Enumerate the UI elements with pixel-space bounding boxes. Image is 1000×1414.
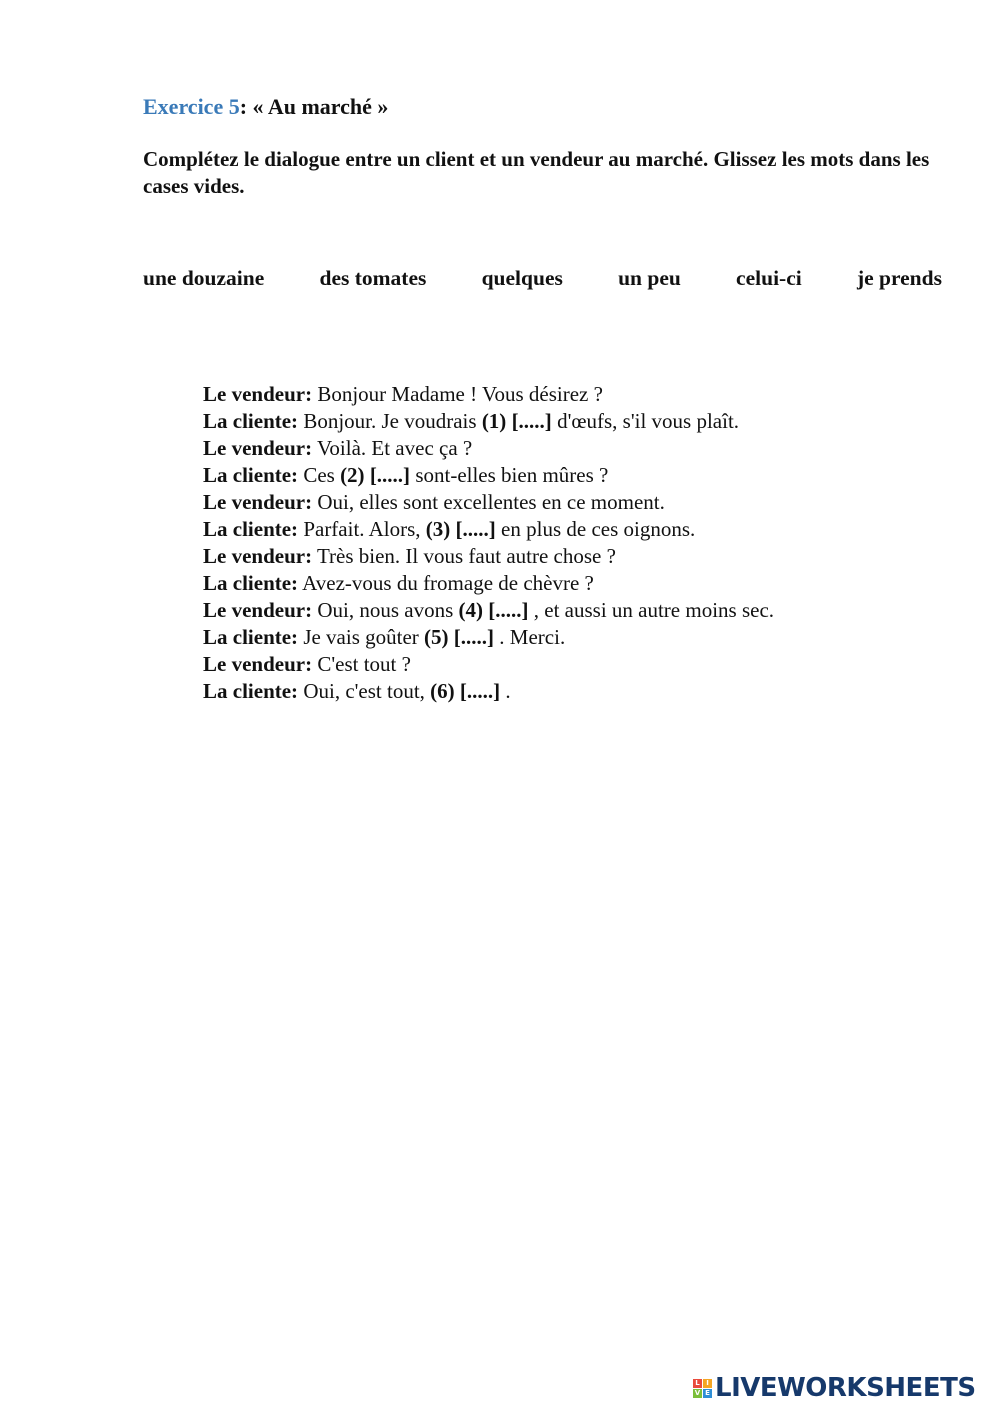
dialogue-line [203,462,774,489]
dialogue-text: Oui, c'est tout, [298,679,431,703]
speaker-label: Le vendeur: [203,382,313,406]
speaker-label: Le vendeur: [203,652,313,676]
dialogue-line [203,543,774,570]
dialogue-line [203,678,774,705]
dialogue-text: sont-elles bien mûres ? [410,463,609,487]
logo-grid-cell: V [694,1388,701,1397]
speaker-label: La cliente: [203,463,299,487]
blank-number: (3) [425,517,451,541]
drop-blank[interactable]: [.....] [369,463,411,487]
logo-grid-cell: L [693,1379,702,1388]
speaker-label: Le vendeur: [203,436,313,460]
word-bank-item[interactable]: des tomates [319,266,427,290]
dialogue-text: . Merci. [494,625,566,649]
dialogue-text: Parfait. Alors, [298,517,426,541]
word-bank [143,266,942,291]
dialogue-text: Oui, elles sont excellentes en ce moment. [312,490,665,514]
blank-number: (2) [340,463,365,487]
logo-grid-cell: E [703,1389,712,1398]
dialogue-line [203,597,774,624]
dialogue-line [203,408,774,435]
dialogue-line [203,381,774,408]
drop-blank[interactable]: [.....] [459,679,501,703]
dialogue-text: Je vais goûter [298,625,425,649]
speaker-label: Le vendeur: [203,544,313,568]
word-bank-item[interactable]: un peu [618,266,681,290]
exercise-name: : « Au marché » [239,94,389,119]
logo-grid-cell: I [703,1379,712,1388]
word-bank-item[interactable]: quelques [481,266,563,290]
dialogue-text: Très bien. Il vous faut autre chose ? [312,544,616,568]
speaker-label: La cliente: [203,679,299,703]
dialogue [203,381,774,705]
word-bank-item[interactable]: je prends [856,266,942,290]
dialogue-line [203,435,774,462]
dialogue-text: Bonjour. Je voudrais [298,409,482,433]
dialogue-text: , et aussi un autre moins sec. [528,598,775,622]
blank-number: (5) [424,625,449,649]
dialogue-text: d'œufs, s'il vous plaît. [551,409,740,433]
exercise-title [143,94,388,120]
drop-blank[interactable]: [.....] [511,409,552,433]
dialogue-text: Oui, nous avons [312,598,459,622]
dialogue-text: C'est tout ? [312,652,411,676]
dialogue-text: Ces [298,463,341,487]
dialogue-text: Voilà. Et avec ça ? [312,436,473,460]
speaker-label: La cliente: [203,517,299,541]
dialogue-line [203,489,774,516]
dialogue-text: . [500,679,511,703]
blank-number: (4) [458,598,483,622]
speaker-label: Le vendeur: [203,490,313,514]
word-bank-item[interactable]: celui-ci [736,266,802,290]
exercise-number: Exercice 5 [143,94,240,119]
drop-blank[interactable]: [.....] [453,625,495,649]
blank-number: (1) [481,409,507,433]
dialogue-text: en plus de ces oignons. [495,517,696,541]
dialogue-line [203,624,774,651]
dialogue-line [203,516,774,543]
logo-icon [693,1379,712,1398]
drop-blank[interactable]: [.....] [455,517,496,541]
liveworksheets-logo [693,1375,976,1401]
dialogue-line [203,570,774,597]
speaker-label: La cliente: [203,409,299,433]
speaker-label: La cliente: [203,625,299,649]
dialogue-text: Avez-vous du fromage de chèvre ? [298,571,594,595]
speaker-label: La cliente: [203,571,299,595]
dialogue-text: Bonjour Madame ! Vous désirez ? [312,382,603,406]
drop-blank[interactable]: [.....] [488,598,529,622]
word-bank-item[interactable]: une douzaine [143,266,265,290]
blank-number: (6) [430,679,455,703]
instructions: Complétez le dialogue entre un client et un vendeur au marché. Glissez les mots dans les cases vides. [143,147,930,198]
logo-text: LIVEWORKSHEETS [715,1373,976,1403]
speaker-label: Le vendeur: [203,598,313,622]
dialogue-line [203,651,774,678]
